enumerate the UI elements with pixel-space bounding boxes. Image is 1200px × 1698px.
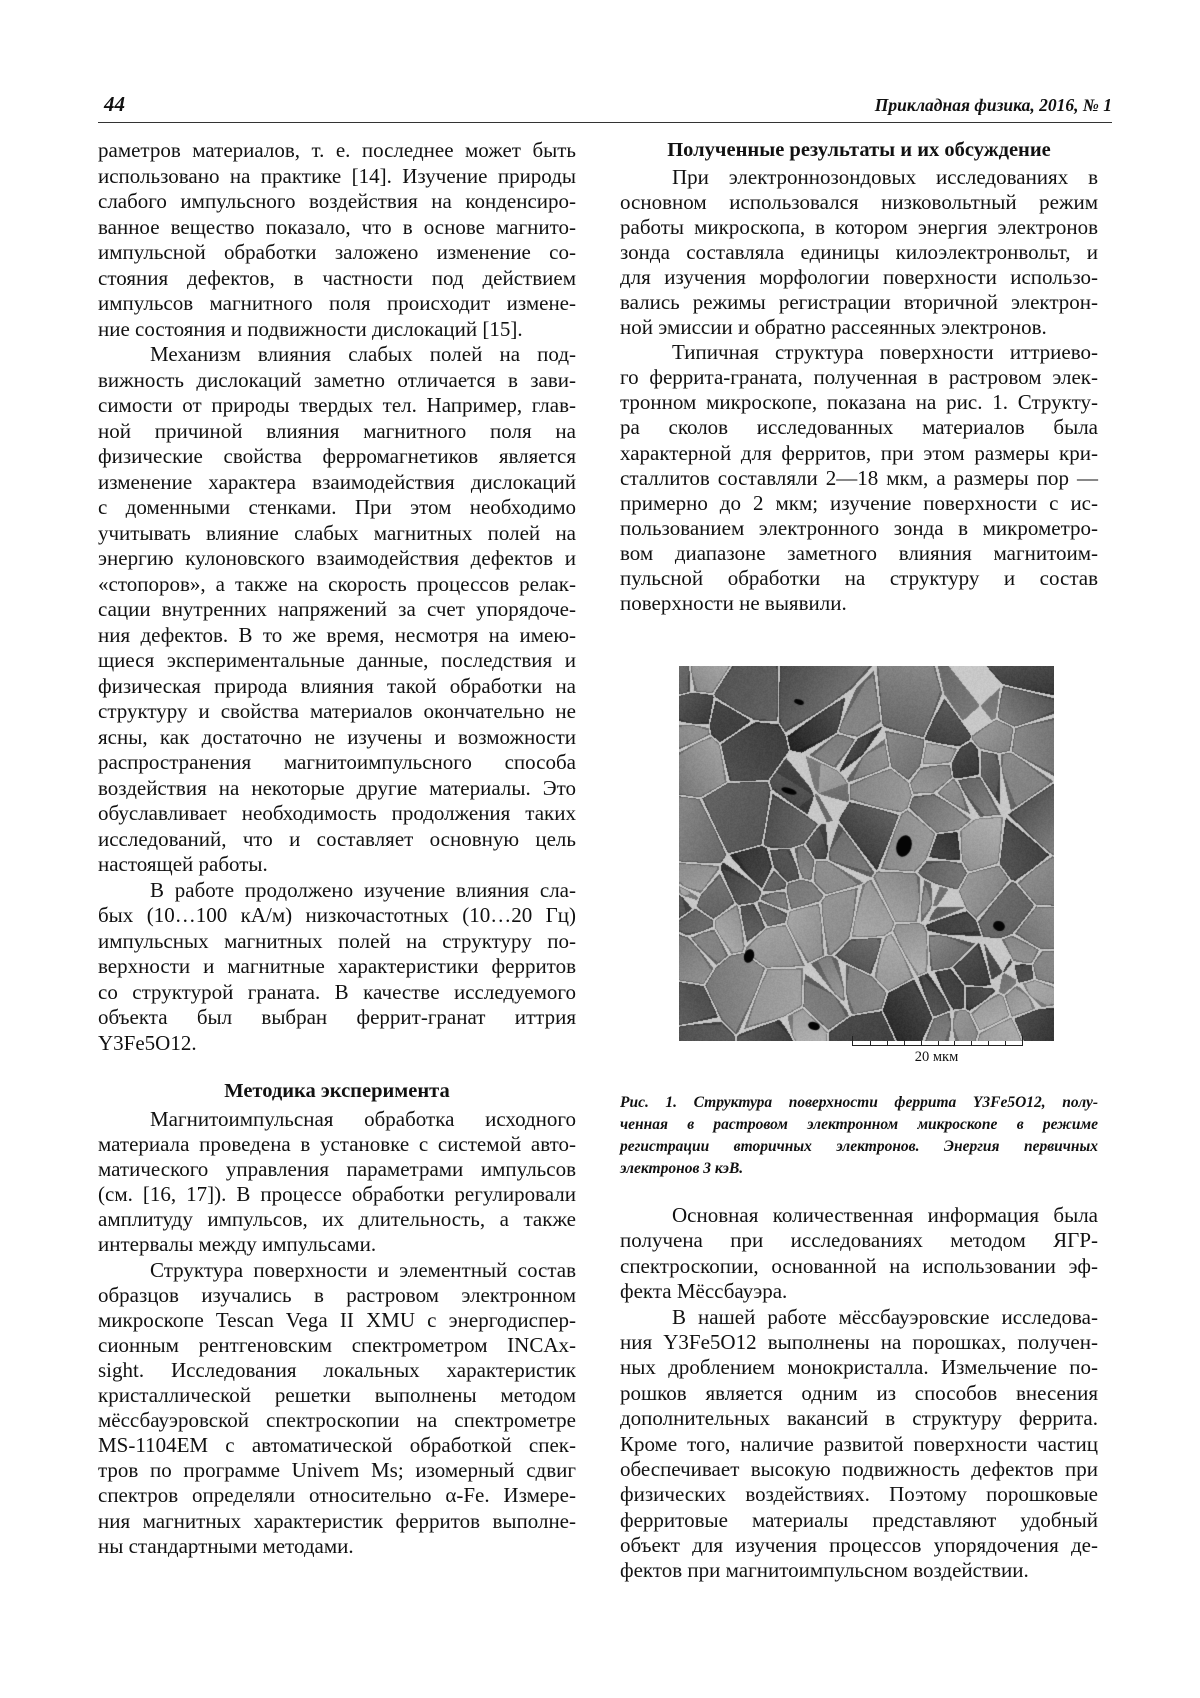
left-column-text: [98, 138, 576, 1056]
paragraph: [620, 165, 1098, 340]
text-line: сации внутренних напряжений за счет упорядоче-: [98, 597, 576, 621]
text-line: Структура поверхности и элементный состав: [150, 1257, 576, 1282]
text-line: учитывать влияние слабых магнитных полей на: [98, 520, 576, 545]
text-line: вались режимы регистрации вторичной электрон-: [620, 290, 1098, 315]
text-line: энергию кулоновского взаимодействия дефектов и: [98, 546, 576, 570]
paragraph: [98, 1258, 576, 1559]
text-line: зонда составляла единицы килоэлектронвольт, и: [620, 240, 1098, 265]
text-line: верхности и магнитные характеристики ферритов: [98, 954, 576, 978]
text-line: ванное вещество показало, что в основе магнито-: [98, 214, 576, 239]
method-section-text: [98, 1107, 576, 1559]
text-line: ной эмиссии и обратно рассеянных электронов.: [620, 315, 1047, 340]
text-line: Y3Fe5O12.: [98, 1030, 197, 1055]
header-rule: [98, 122, 1112, 123]
text-line: вижность дислокаций заметно отличается в зави-: [98, 367, 576, 392]
text-line: ния дефектов. В то же время, несмотря на имею-: [98, 622, 576, 647]
text-line: фектов при магнитоимпульсном воздействии.: [620, 1558, 1029, 1583]
text-line: стояния дефектов, в частности под действием: [98, 265, 576, 290]
results-text-continued: [620, 1203, 1098, 1584]
text-line: MS-1104EM с автоматической обработкой спек-: [98, 1433, 576, 1458]
text-line: материала проведена в установке с системой авто-: [98, 1132, 576, 1157]
text-line: ние состояния и подвижности дислокаций [15].: [98, 316, 523, 341]
text-line: фекта Мёссбауэра.: [620, 1279, 788, 1304]
scale-tick: [971, 1041, 972, 1045]
text-line: ния Y3Fe5O12 выполнены на порошках, получен-: [620, 1329, 1098, 1354]
paragraph: [98, 1107, 576, 1258]
text-line: для изучения морфологии поверхности использо-: [620, 265, 1098, 290]
text-line: характерной для ферритов, при этом размеры кри-: [620, 440, 1098, 465]
text-line: Магнитоимпульсная обработка исходного: [150, 1107, 576, 1131]
text-line: симости от природы твердых тел. Например, глав-: [98, 393, 576, 417]
scale-bar-label: 20 мкм: [914, 1049, 959, 1065]
text-line: физические свойства ферромагнетиков является: [98, 444, 576, 468]
text-line: обеспечивает высокую подвижность дефектов при: [620, 1456, 1098, 1481]
text-line: рошков является одним из способов внесения: [620, 1380, 1098, 1405]
results-text: [620, 165, 1098, 616]
text-line: физических воздействиях. Поэтому порошковые: [620, 1482, 1098, 1507]
text-line: тронном микроскопе, показана на рис. 1. Структу-: [620, 390, 1098, 415]
text-line: «стопоров», а также на скорость процессов релак-: [98, 571, 576, 596]
scale-tick: [938, 1041, 939, 1045]
text-line: поверхности не выявили.: [620, 590, 847, 615]
sem-image: [679, 666, 1054, 1041]
text-line: матического управления параметрами импульсов: [98, 1157, 576, 1182]
scale-tick: [870, 1041, 871, 1045]
text-line: пользованием электронного зонда в микрометро-: [620, 515, 1098, 540]
scale-tick: [1005, 1041, 1006, 1045]
text-line: В работе продолжено изучение влияния сла-: [150, 877, 576, 902]
text-line: изменение характера взаимодействия дислокаций: [98, 469, 576, 494]
text-line: микроскопе Tescan Vega II XMU с энергодиспер-: [98, 1307, 576, 1332]
text-line: слабого импульсного воздействия на конденсиро-: [98, 189, 576, 213]
text-line: распространения магнитоимпульсного способа: [98, 750, 576, 774]
text-line: получена при исследованиях методом ЯГР-: [620, 1228, 1098, 1253]
scale-tick: [921, 1041, 922, 1045]
section-heading-results: Полученные результаты и их обсуждение: [667, 139, 1051, 161]
text-line: настоящей работы.: [98, 852, 268, 876]
text-line: использовано на практике [14]. Изучение природы: [98, 163, 576, 188]
text-line: физическая природа влияния такой обработки на: [98, 673, 576, 698]
text-line: импульсной обработки заложено изменение со-: [98, 240, 576, 264]
text-line: образцов изучались в растровом электронном: [98, 1282, 576, 1307]
text-line: интервалы между импульсами.: [98, 1232, 377, 1257]
scale-tick: [988, 1041, 989, 1045]
page-number: 44: [104, 92, 125, 116]
paragraph: [620, 340, 1098, 616]
text-line: основном использовался низковольтный режим: [620, 190, 1098, 215]
text-line: дополнительных вакансий в структуру феррита.: [620, 1406, 1098, 1431]
journal-header: Прикладная физика, 2016, № 1: [874, 95, 1112, 115]
text-line: структуру и свойства материалов окончательно не: [98, 699, 576, 723]
text-line: объект для изучения процессов упорядочения де-: [620, 1533, 1098, 1558]
scale-tick: [887, 1041, 888, 1045]
paragraph: [620, 1203, 1098, 1305]
text-line: го феррита-граната, полученная в растровом элек-: [620, 365, 1098, 390]
text-line: ны стандартными методами.: [98, 1533, 354, 1558]
paragraph: [620, 1092, 1098, 1180]
text-line: амплитуду импульсов, их длительность, а также: [98, 1207, 576, 1232]
text-line: sight. Исследования локальных характеристик: [98, 1357, 576, 1382]
text-line: обуславливает необходимость продолжения таких: [98, 801, 576, 825]
text-line: исследований, что и составляет основную цель: [98, 826, 576, 851]
text-line: При электроннозондовых исследованиях в: [672, 165, 1098, 189]
section-heading-method: Методика эксперимента: [224, 1080, 450, 1102]
text-line: спектроскопии, основанной на использовании эф-: [620, 1253, 1098, 1278]
text-line: импульсов магнитного поля происходит измене-: [98, 291, 576, 315]
text-line: с доменными стенками. При этом необходимо: [98, 495, 576, 519]
text-line: ных дроблением монокристалла. Измельчение по-: [620, 1355, 1098, 1380]
text-line: Кроме того, наличие развитой поверхности частиц: [620, 1431, 1098, 1456]
text-line: воздействия на некоторые другие материалы. Это: [98, 775, 576, 800]
text-line: сталлитов составляли 2—18 мкм, а размеры пор —: [620, 465, 1098, 490]
text-line: ченная в растровом электронном микроскопе в режиме: [620, 1116, 1098, 1133]
text-line: Типичная структура поверхности иттриево-: [672, 340, 1098, 365]
text-line: ферритовые материалы представляют удобный: [620, 1507, 1098, 1532]
text-line: спектров определяли относительно α-Fe. Измере-: [98, 1483, 576, 1508]
text-line: сионным рентгеновским спектрометром INCAx-: [98, 1332, 576, 1357]
text-line: со структурой граната. В качестве исследуемого: [98, 979, 576, 1004]
text-line: (см. [16, 17]). В процессе обработки регулировали: [98, 1182, 576, 1207]
paragraph: [98, 138, 576, 342]
text-line: ра сколов исследованных материалов была: [620, 415, 1098, 440]
paragraph: [98, 878, 576, 1057]
scale-bar: [852, 1036, 1023, 1046]
text-line: импульсных магнитных полей на структуру по-: [98, 928, 576, 953]
text-line: примерно до 2 мкм; изучение поверхности с ис-: [620, 490, 1098, 515]
text-line: тров по программе Univem Ms; изомерный сдвиг: [98, 1458, 576, 1483]
text-line: кристаллической решетки выполнены методом: [98, 1383, 576, 1408]
text-line: ния магнитных характеристик ферритов выполне-: [98, 1508, 576, 1533]
text-line: бых (10…100 кА/м) низкочастотных (10…20 Гц): [98, 903, 576, 927]
text-line: раметров материалов, т. е. последнее может быть: [98, 138, 576, 162]
text-line: вом диапазоне заметного влияния магнитоим-: [620, 540, 1098, 565]
text-line: Основная количественная информация была: [672, 1203, 1098, 1227]
paragraph: [98, 342, 576, 878]
text-line: мёссбауэровской спектроскопии на спектрометре: [98, 1408, 576, 1433]
scale-tick: [954, 1041, 955, 1045]
text-line: Механизм влияния слабых полей на под-: [150, 342, 576, 366]
text-line: работы микроскопа, в котором энергия электронов: [620, 215, 1098, 240]
scale-tick: [904, 1041, 905, 1045]
figure-caption: [620, 1092, 1098, 1180]
text-line: объекта был выбран феррит-гранат иттрия: [98, 1005, 576, 1029]
paragraph: [620, 1305, 1098, 1584]
text-line: регистрации вторичных электронов. Энергия первичных: [620, 1138, 1098, 1155]
text-line: ной причиной влияния магнитного поля на: [98, 418, 576, 443]
text-line: ясны, как достаточно не изучены и возможности: [98, 724, 576, 749]
text-line: щиеся экспериментальные данные, последствия и: [98, 648, 576, 672]
sem-micrograph-figure: [679, 666, 1054, 1041]
text-line: пульсной обработки на структуру и состав: [620, 565, 1098, 590]
text-line: В нашей работе мёссбауэровские исследова-: [672, 1304, 1098, 1329]
text-line: электронов 3 кэВ.: [620, 1160, 744, 1177]
text-line: Рис. 1. Структура поверхности феррита Y3Fe5O12, полу-: [620, 1094, 1098, 1111]
